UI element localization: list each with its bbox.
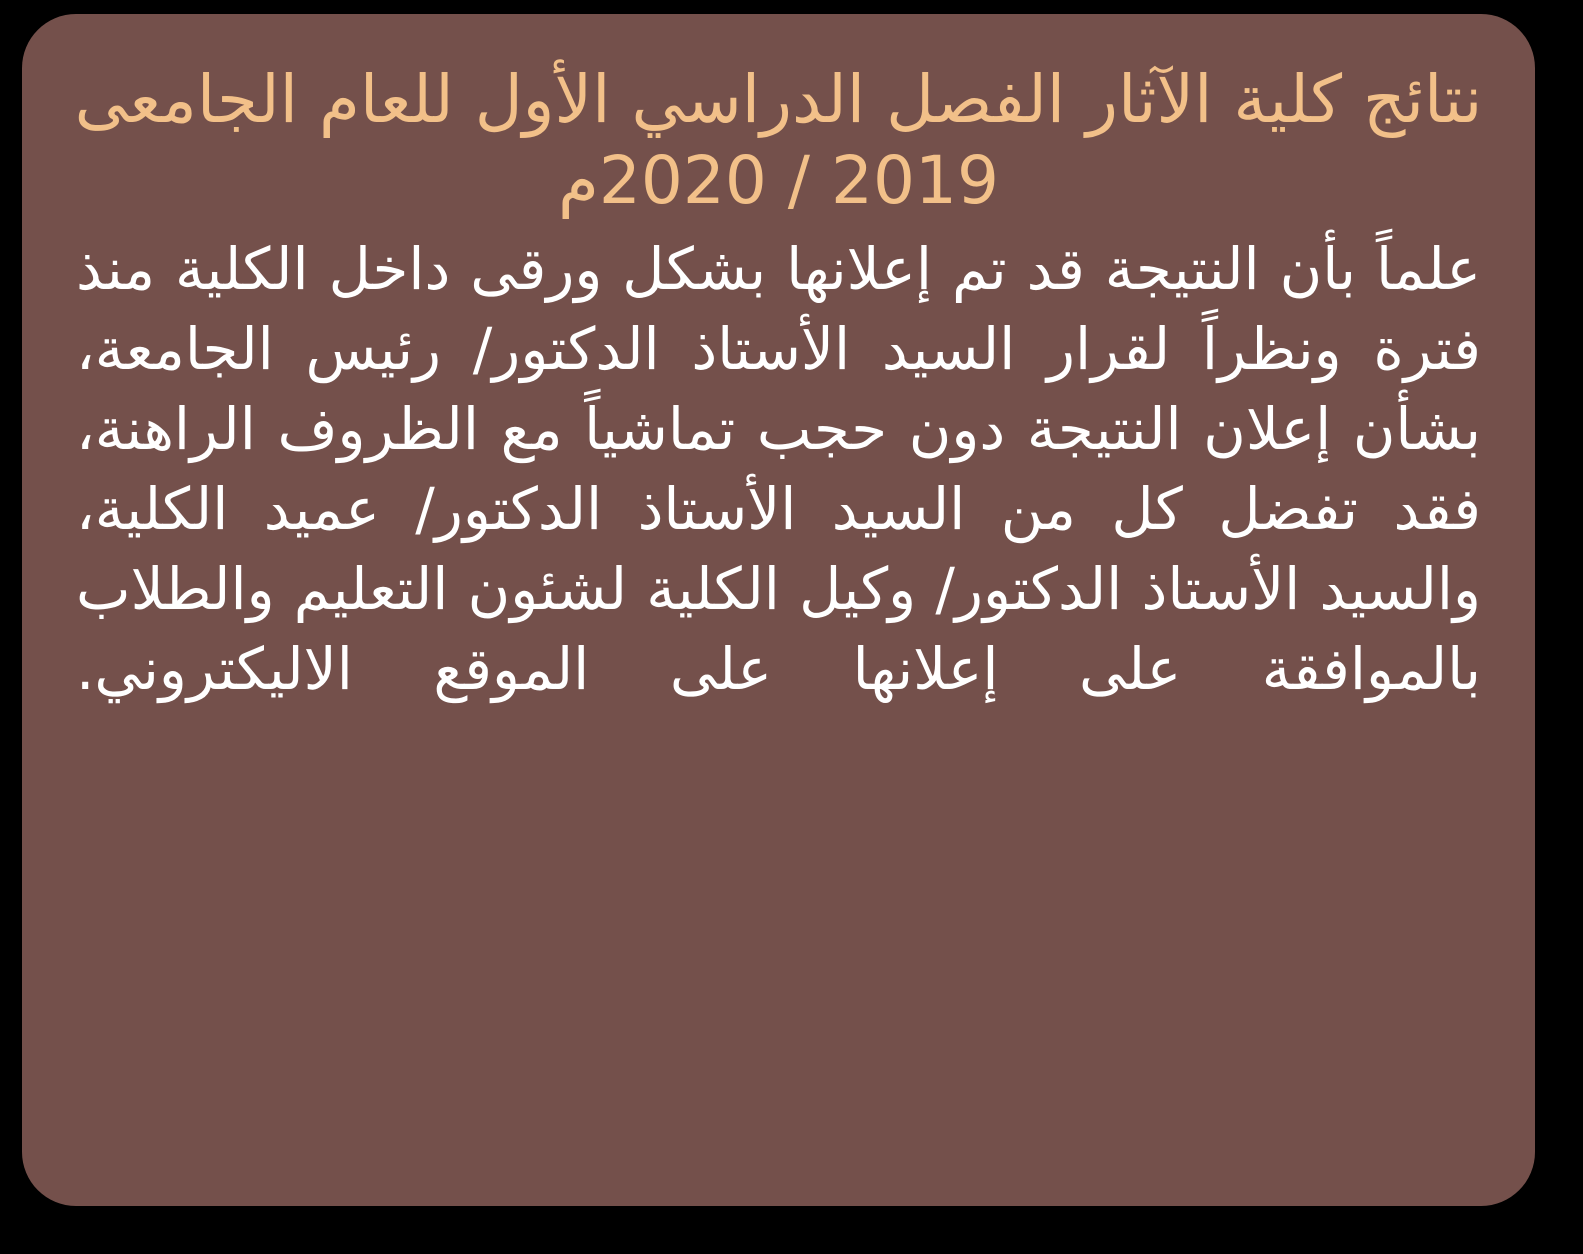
page-title: نتائج كلية الآثار الفصل الدراسي الأول للعام الجامعى 2019 / 2020م xyxy=(74,61,1483,219)
announcement-card xyxy=(22,14,1535,1206)
announcement-body: علماً بأن النتيجة قد تم إعلانها بشكل ورقى داخل الكلية منذ فترة ونظراً لقرار السيد الأستاذ الدكتور/ رئيس الجامعة، بشأن إعلان النتيجة دون حجب تماشياً مع الظروف الراهنة، فقد تفضل كل من السيد الأستاذ الدكتور/ عميد الكلية، والسيد الأستاذ الدكتور/ وكيل الكلية لشئون التعليم والطلاب بالموافقة على إعلانها على الموقع الاليكتروني. xyxy=(76,235,1481,704)
